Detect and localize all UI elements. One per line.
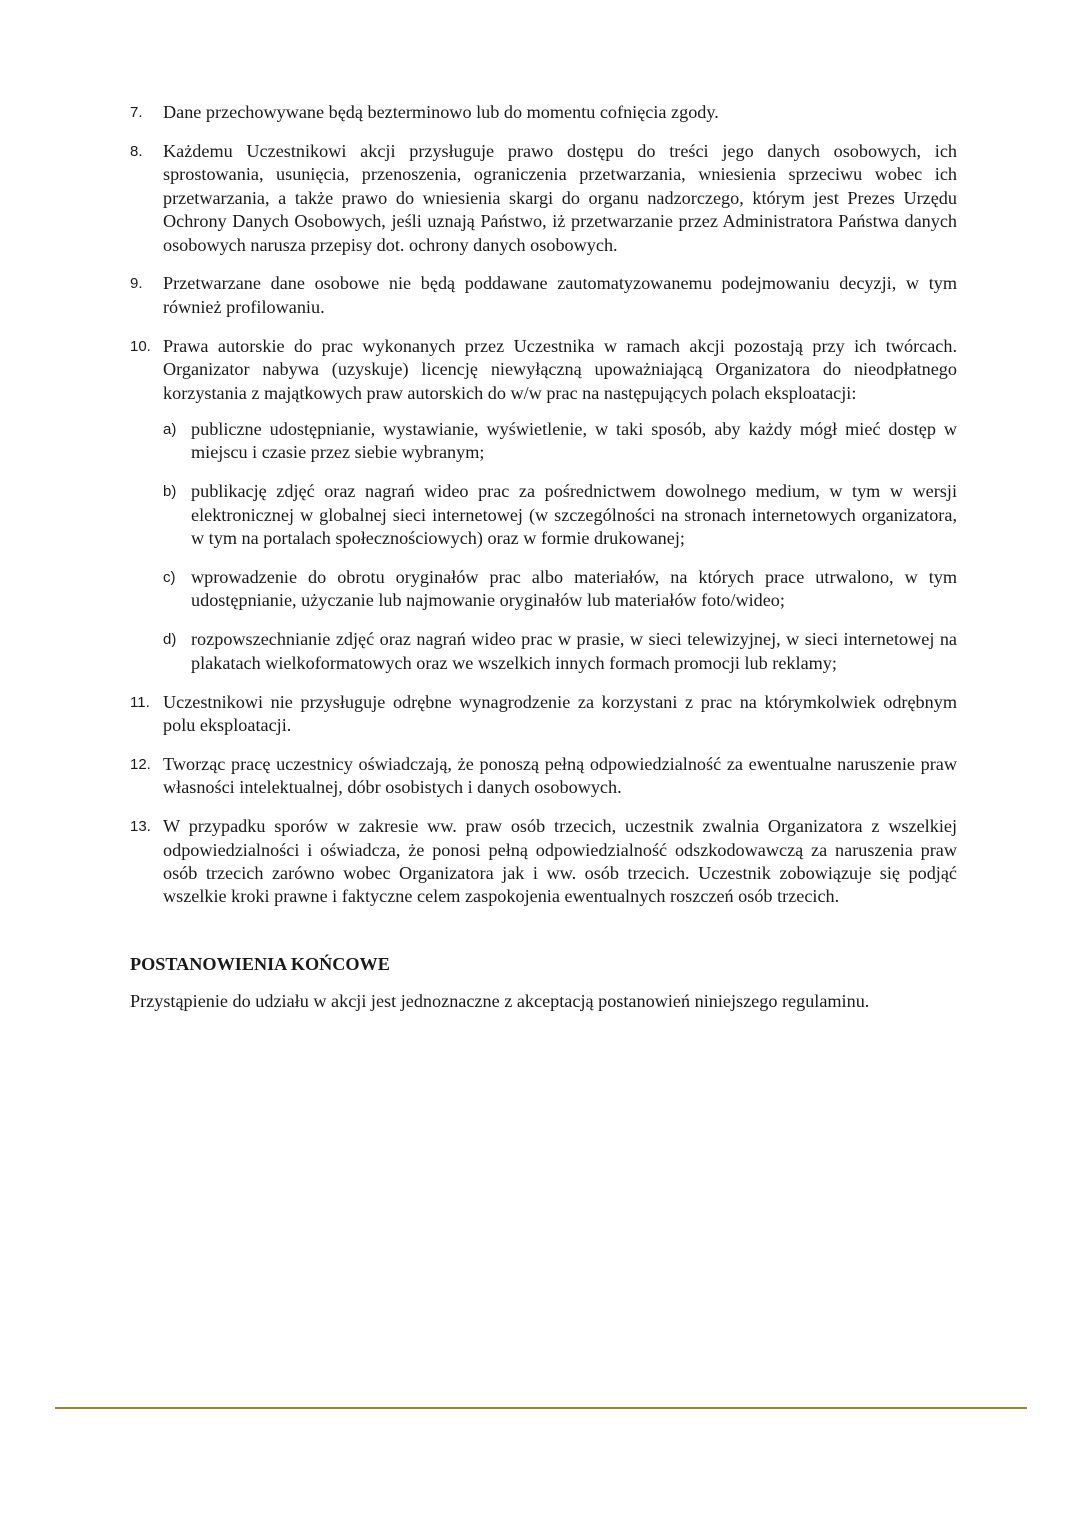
sub-item-label: c) <box>163 569 176 586</box>
item-text: Uczestnikowi nie przysługuje odrębne wynagrodzenie za korzystani z prac na którymkolwiek odrębnym polu eksploatacji. <box>163 691 957 736</box>
document-content <box>130 101 957 1014</box>
sub-item-label: b) <box>163 483 177 501</box>
list-item-9 <box>130 272 957 319</box>
final-provisions-text: Przystąpienie do udziału w akcji jest jednoznaczne z akceptacją postanowień niniejszego regulaminu. <box>130 991 870 1012</box>
sub-item-a <box>163 418 957 465</box>
item-number: 8. <box>130 142 143 160</box>
sub-item-label: a) <box>163 420 177 438</box>
list-item-10 <box>130 335 957 675</box>
sub-item-text: publiczne udostępnianie, wystawianie, wyświetlenie, w taki sposób, aby każdy mógł mieć dostęp w miejscu i czasie przez siebie wybranym; <box>191 418 957 463</box>
item-number: 7. <box>130 104 143 121</box>
item-number: 9. <box>130 275 143 293</box>
list-item-12 <box>130 753 957 800</box>
item-number: 10. <box>130 337 151 355</box>
item-number: 11. <box>130 693 150 711</box>
sub-item-d <box>163 628 957 675</box>
sub-item-c <box>163 566 957 613</box>
numbered-list <box>130 101 957 909</box>
item-text: Tworząc pracę uczestnicy oświadczają, że ponoszą pełną odpowiedzialność za ewentualne naruszenie praw własności intelektualnej, dóbr osobistych i danych osobowych. <box>163 753 957 798</box>
item-text: Przetwarzane dane osobowe nie będą poddawane zautomatyzowanemu podejmowaniu decyzji, w tym również profilowaniu. <box>163 273 957 317</box>
sub-item-text: wprowadzenie do obrotu oryginałów prac albo materiałów, na których prace utrwalono, w tym udostępnianie, użyczanie lub najmowanie oryginałów lub materiałów foto/wideo; <box>191 567 957 611</box>
sub-item-b <box>163 480 957 550</box>
item-text: Prawa autorskie do prac wykonanych przez Uczestnika w ramach akcji pozostają przy ich twórcach. Organizator nabywa (uzyskuje) licencję niewyłączną upoważniającą Organizatora do nieodpłatnego korzystania z majątkowych praw autorskich do w/w prac na następujących polach eksploatacji: <box>163 335 957 403</box>
sub-item-text: publikację zdjęć oraz nagrań wideo prac za pośrednictwem dowolnego medium, w tym w wersji elektronicznej w globalnej sieci internetowej (w szczególności na stronach internetowych organizatora, w tym na portalach społecznościowych) oraz w formie drukowanej; <box>191 481 957 549</box>
item-number: 12. <box>130 755 151 773</box>
item-text: W przypadku sporów w zakresie ww. praw osób trzecich, uczestnik zwalnia Organizatora z wszelkiej odpowiedzialności i oświadcza, że ponosi pełną odpowiedzialność odszkodowawczą za naruszenia praw osób trzecich zarówno wobec Organizatora jak i ww. osób trzecich. Uczestnik zobowiązuje się podjąć wszelkie kroki prawne i faktyczne celem zaspokojenia ewentualnych roszczeń osób trzecich. <box>163 816 957 907</box>
item-text: Dane przechowywane będą bezterminowo lub do momentu cofnięcia zgody. <box>163 102 719 122</box>
item-number: 13. <box>130 818 151 836</box>
section-title-final-provisions: POSTANOWIENIA KOŃCOWE <box>130 953 390 974</box>
item-text: Każdemu Uczestnikowi akcji przysługuje prawo dostępu do treści jego danych osobowych, ich sprostowania, usunięcia, przenoszenia, ograniczenia przetwarzania, wniesienia sprzeciwu wobec ich przetwarzania, a także prawo do wniesienia skargi do organu nadzorczego, którym jest Prezes Urzędu Ochrony Danych Osobowych, jeśli uznają Państwo, iż przetwarzanie przez Administratora Państwa danych osobowych narusza przepisy dot. ochrony danych osobowych. <box>163 140 957 255</box>
list-item-11 <box>130 691 957 738</box>
sub-list <box>163 418 957 675</box>
list-item-7 <box>130 101 957 124</box>
sub-item-label: d) <box>163 631 177 649</box>
sub-item-text: rozpowszechnianie zdjęć oraz nagrań wideo prac w prasie, w sieci telewizyjnej, w sieci internetowej na plakatach wielkoformatowych oraz we wszelkich innych formach promocji lub reklamy; <box>191 629 957 673</box>
footer-divider <box>55 1407 1027 1409</box>
list-item-8 <box>130 140 957 257</box>
list-item-13 <box>130 815 957 909</box>
